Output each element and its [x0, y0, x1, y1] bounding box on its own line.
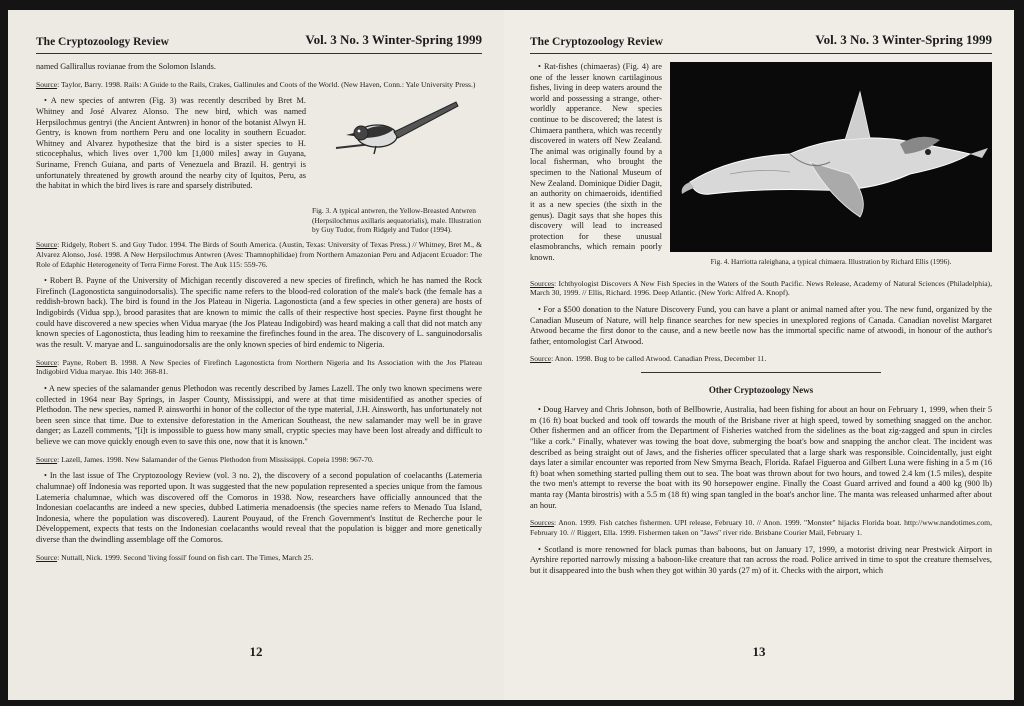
- sources-label: Sources: [530, 518, 555, 528]
- source-atwood: [530, 354, 992, 364]
- sources-label: Sources: [530, 278, 555, 288]
- source-salamander: [36, 455, 482, 465]
- source-label: Source: [36, 240, 58, 250]
- paragraph-scotland: • Scotland is more renowned for black pumas than baboons, but on January 17, 1999, a motorist driving near Prestwick Airport in Ayrshire reported narrowly missing a baboon-like creature that ran across the road. Police arrived in time to spot the creature themselves, but it disappeared into the bush when they got within 30 yards (27 m) of it. Checks with the airport, which: [530, 544, 992, 575]
- page-header-left: [36, 32, 482, 54]
- antwren-illustration-icon: [332, 96, 462, 166]
- section-divider: [641, 372, 881, 373]
- source-text: : Nuttall, Nick. 1999. Second 'living fossil' found on fish cart. The Times, March 25.: [57, 552, 314, 562]
- chimaera-section: [530, 62, 992, 271]
- source-label: Source: [36, 357, 58, 367]
- paragraph-coelacanth: • In the last issue of The Cryptozoology Review (vol. 3 no. 2), the discovery of a second population of coelacanths (Latemeria chalumnae) off Indonesia was reported upon. It was suggested that the new population represented a species unique from the famous Latemeria chalumnae, which was discovered off the Comoros in 1938. Now, researchers have officially announced that the Indonesian coelacanths are indeed a new species, dubbed Latimeria menadoensis (the species name refers to Menado Tua Island, Indonesia, where the population was discovered). Laurent Pouyaud, of the French Government's Institut de Recherche pour le Développement, expects that tests on the Indonesian coelacanths would reveal that the population is bigger and more genetically diverse than the dwindling assemblage off the Comoros.: [36, 471, 482, 544]
- source-text: : Anon. 1998. Bug to be called Atwood. Canadian Press, December 11.: [551, 354, 767, 364]
- figure-3: [312, 96, 482, 234]
- source-antwren: [36, 240, 482, 269]
- source-text: : Ridgely, Robert S. and Guy Tudor. 1994. The Birds of South America. (Austin, Texas: University of Texas Press.) // Whitney, Bret M., & Alvarez Alonso, José. 1998. A New Herpsilochmus Antwren (Aves: Thamnophilidae) from Northern Amazonian Peru and Adjacent Ecuador: The Role of Edaphic Heterogeneity of Terra Firme Forest. The Auk 115: 559-76.: [36, 240, 482, 269]
- journal-title: The Cryptozoology Review: [530, 36, 663, 48]
- chimaera-image: [670, 62, 992, 252]
- source-rails: [36, 80, 482, 90]
- paragraph-antwren: • A new species of antwren (Fig. 3) was recently described by Bret M. Whitney and José Alvarez Alonso. The new bird, which was named Herpsilochmus gentryi (the Ancient Antwren) in honor of the botanist Alwyn H. Gentry, is known from northern Peru and one locality in southern Ecuador. Whitney and Alvarez hypothesize that the bird is a sister species to H. sticocephalus, which lives over 1,700 km [1,000 miles] away in Guyana, Suriname, French Guiana, and parts of Venezuela and Brazil. H. gentryi is unfortunately threatened by growth around the nearby city of Iquitos, Peru, as the habitat in which the bird lives is rare and sparsely distributed.: [36, 96, 306, 191]
- section-title: Other Cryptozoology News: [708, 385, 814, 396]
- paragraph-salamander: • A new species of the salamander genus Plethodon was recently described by James Lazell. The only two known specimens were collected in 1964 near Bay Springs, in Jasper County, Mississippi, and were at that time misidentified as another species of Plethodon. The new species, named P. ainsworthi in honor of the collector of the type material, J.H. Ainsworth, has unfortunately not been seen since that time. Due to extensive deforestation in the American Southeast, the new salamander may well be in grave danger; as Lazell comments, "[i]t is impossible to guess how many small, cryptic species may have been lost already and difficult to believe we can move quickly enough even to save this one, now that it is known.": [36, 383, 482, 446]
- issue-info: Vol. 3 No. 3 Winter-Spring 1999: [815, 32, 992, 47]
- issue-info: Vol. 3 No. 3 Winter-Spring 1999: [305, 32, 482, 47]
- antwren-section: [36, 96, 482, 234]
- paragraph-rail-end: named Gallirallus rovianae from the Solomon Islands.: [36, 62, 216, 71]
- page-header-right: [530, 32, 992, 54]
- fig4-caption: Fig. 4. Harriotta raleighana, a typical chimaera. Illustration by Richard Ellis (1996).: [710, 258, 952, 266]
- right-page: [504, 10, 1014, 700]
- page-number-right: 13: [752, 644, 766, 659]
- paragraph-atwood: • For a $500 donation to the Nature Discovery Fund, you can have a plant or animal named after you. The new fund, organized by the Canadian Museum of Nature, will help finance searches for new species in unexplored regions of Canada. Canadian novelist Margaret Atwood became the first donor to the cause, and a new beetle now has the immortal specific name of atwoodi, in honour of the author's father, entomologist Carl Atwood.: [530, 305, 992, 346]
- journal-title: The Cryptozoology Review: [36, 36, 169, 48]
- figure-4: [670, 62, 992, 271]
- source-text: : Taylor, Barry. 1998. Rails: A Guide to the Rails, Crakes, Gallinules and Coots of the World. (New Haven, Conn.: Yale University Press.): [57, 79, 476, 89]
- page-number-left: 12: [249, 644, 263, 659]
- source-text: : Payne, Robert B. 1998. A New Species of Firefinch Lagonosticta from Northern Nigeria and Its Association with the Jos Plateau Indigobird Vidua maryae. Ibis 140: 368-81.: [36, 357, 482, 377]
- source-text: : Lazell, James. 1998. New Salamander of the Genus Plethodon from Mississippi. Copeia 1998: 967-70.: [57, 454, 374, 464]
- source-label: Source: [530, 354, 552, 364]
- source-coelacanth: [36, 553, 482, 563]
- source-text: : Ichthyologist Discovers A New Fish Species in the Waters of the South Pacific. News Release, Academy of Natural Sciences (Philadelphia), March 30, 1999. // Ellis, Richard. 1996. Deep Atlantic. (New York: Alfred A. Knopf).: [530, 278, 992, 298]
- fig3-caption: Fig. 3. A typical antwren, the Yellow-Breasted Antwren (Herpsilochmus axillaris aequatorialis), male. Illustration by Guy Tudor, from Ridgely and Tudor (1994).: [312, 206, 482, 234]
- source-chimaera: [530, 279, 992, 298]
- source-text: : Anon. 1999. Fish catches fishermen. UPI release, February 10. // Anon. 1999. "Monster" hijacks Florida boat. http://www.nandotimes.com, February 10. // Riggert, Ella. 1999. Fishermen taken on "Jaws" river ride. Brisbane Courier Mail, February 1.: [530, 518, 992, 537]
- chimaera-column: [530, 62, 662, 271]
- source-firefinch: [36, 358, 482, 377]
- paragraph-firefinch: • Robert B. Payne of the University of Michigan recently discovered a new species of firefinch, which he has named the Rock Firefinch (Lagonosticta sanguinodorsalis). The specific name refers to the blood-red coloration of the male's back (the female has a reddish-brown back). The bird is found in the Jos Plateau in Nigeria. Lagonosticta (and a few species in other genera) are hosts of Indigobirds (Vidua spp.), brood parasites that are known to mimic the calls of their respective host species. Payne first thought he could have discovered a new species when Vidua maryae (the Jos Plateau Indigobird) was heard making a call that did not match any known species of Lagonosticta, thus leading him to reexamine the firefinches found in the area. The discovery of L. sanguinodorsalis was the result. V. maryae and L. sanguinodorsalis are the only known species of bird endemic to Nigeria.: [36, 276, 482, 349]
- paragraph-chimaera: • Rat-fishes (chimaeras) (Fig. 4) are one of the lesser known cartilaginous fishes, living in deep waters around the world and possessing a strange, other-worldly apperance. New species continue to be discovered; the latest is Chimaera panthera, which was recently discovered in waters off New Zealand. The animal was originally found by a local fisherman, who brought the specimen to the National Museum of New Zealand. Dominique Didier Dagit, an authority on chimaeroids, identified it as a new species (the sixth in the genus). Dagit says that she hopes this discovery will lead to increased protection for these unusual elasmobranchs, which remain poorly known.: [530, 62, 662, 262]
- paragraph-manta: • Doug Harvey and Chris Johnson, both of Bellbowrie, Australia, had been fishing for about an hour on February 1, 1999, when their 5 m (16 ft) boat bucked and took off towards the mouth of the Brisbane river at high speed, towed by something snagged on the anchor. Other fishermen and an officer from the Department of Fisheries watched from the sidelines as the boat zig-zagged and spun in circles "like a cork." Finally, whatever was towing the boat dove, submerging the boat's bow and snapping the anchor cleat. The incident was described as being straight out of Jaws, and the fisheries officer speculated that a large shark was responsible. Coincidentally, just eight days later a similar encounter was reported from New Smyrna Beach, Florida. Rafael Figueroa and Gilbert Luna were fishing in a 5 m (16 ft) boat when something started pulling them out to sea. The boat was thrown about for two hours, and towed 2.4 km (1.5 miles), despite the two men's attempt to reverse the boat with its 90 horsepower engine. Finally the Coast Guard arrived and found a 400 kg (900 lb) manta ray (Manta birostris) with a 5.5 m (18 ft) wing span tangled in the boat's anchor line. The manta was released unharmed after about an hour.: [530, 405, 992, 510]
- source-label: Source: [36, 454, 58, 464]
- source-label: Source: [36, 79, 58, 89]
- source-manta: [530, 518, 992, 537]
- chimaera-illustration-icon: [670, 62, 990, 252]
- source-label: Source: [36, 552, 58, 562]
- left-page: [8, 10, 504, 700]
